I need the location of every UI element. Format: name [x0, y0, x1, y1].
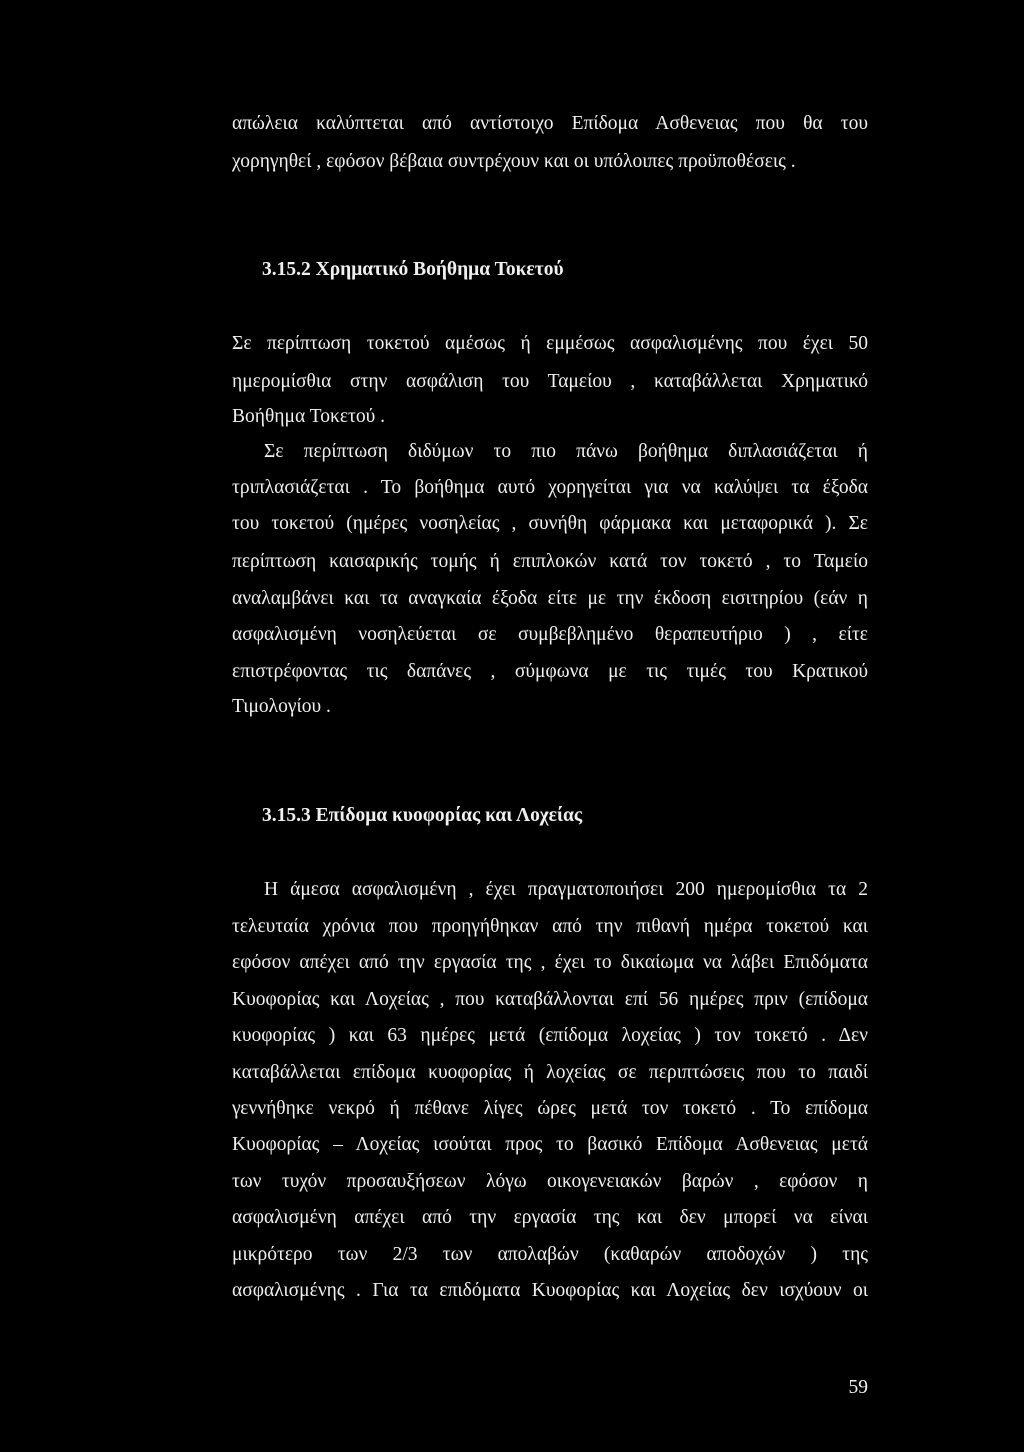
paragraph-line: κυοφορίας ) και 63 ημέρες μετά (επίδομα λοχείας ) τον τοκετό . Δεν [232, 1025, 868, 1046]
section-heading-3152: 3.15.2 Χρηματικό Βοήθημα Τοκετού [262, 259, 564, 280]
paragraph-line: μικρότερο των 2/3 των απολαβών (καθαρών αποδοχών ) της [232, 1244, 868, 1265]
paragraph-line: γεννήθηκε νεκρό ή πέθανε λίγες ώρες μετά τον τοκετό . Το επίδομα [232, 1098, 868, 1119]
paragraph-line: ασφαλισμένη νοσηλεύεται σε συμβεβλημένο θεραπευτήριο ) , είτε [232, 624, 868, 645]
paragraph-line: ημερομίσθια στην ασφάλιση του Ταμείου , καταβάλλεται Χρηματικό [232, 371, 868, 392]
paragraph-line: του τοκετού (ημέρες νοσηλείας , συνήθη φάρμακα και μεταφορικά ). Σε [232, 513, 868, 534]
paragraph-line: Σε περίπτωση διδύμων το πιο πάνω βοήθημα διπλασιάζεται ή [264, 441, 868, 462]
paragraph-line: τριπλασιάζεται . Το βοήθημα αυτό χορηγείται για να καλύψει τα έξοδα [232, 477, 868, 498]
paragraph-line: Τιμολογίου . [232, 696, 331, 717]
paragraph-line: Η άμεσα ασφαλισμένη , έχει πραγματοποιήσει 200 ημερομίσθια τα 2 [264, 879, 868, 900]
paragraph-line: περίπτωση καισαρικής τομής ή επιπλοκών κατά τον τοκετό , το Ταμείο [232, 551, 868, 572]
paragraph-line: Βοήθημα Τοκετού . [232, 406, 386, 427]
intro-line-2: χορηγηθεί , εφόσον βέβαια συντρέχουν και οι υπόλοιπες προϋποθέσεις . [232, 151, 796, 172]
paragraph-line: των τυχόν προσαυξήσεων λόγω οικογενειακών βαρών , εφόσον η [232, 1171, 868, 1192]
paragraph-line: ασφαλισμένη απέχει από την εργασία της και δεν μπορεί να είναι [232, 1207, 868, 1228]
section-heading-3153: 3.15.3 Επίδομα κυοφορίας και Λοχείας [262, 805, 583, 826]
paragraph-line: καταβάλλεται επίδομα κυοφορίας ή λοχείας σε περιπτώσεις που το παιδί [232, 1062, 868, 1083]
paragraph-line: εφόσον απέχει από την εργασία της , έχει το δικαίωμα να λάβει Επιδόματα [232, 952, 868, 973]
paragraph-line: αναλαμβάνει και τα αναγκαία έξοδα είτε με την έκδοση εισιτηρίου (εάν η [232, 588, 868, 609]
paragraph-line: ασφαλισμένης . Για τα επιδόματα Κυοφορίας και Λοχείας δεν ισχύουν οι [232, 1280, 868, 1301]
page-number: 59 [848, 1377, 868, 1398]
paragraph-line: τελευταία χρόνια που προηγήθηκαν από την πιθανή ημέρα τοκετού και [232, 916, 868, 937]
paragraph-line: Κυοφορίας και Λοχείας , που καταβάλλονται επί 56 ημέρες πριν (επίδομα [232, 989, 868, 1010]
intro-line-1: απώλεια καλύπτεται από αντίστοιχο Επίδομα Ασθενειας που θα του [232, 113, 868, 134]
paragraph-line: Σε περίπτωση τοκετού αμέσως ή εμμέσως ασφαλισμένης που έχει 50 [232, 333, 868, 354]
paragraph-line: Κυοφορίας – Λοχείας ισούται προς το βασικό Επίδομα Ασθενειας μετά [232, 1134, 868, 1155]
paragraph-line: επιστρέφοντας τις δαπάνες , σύμφωνα με τις τιμές του Κρατικού [232, 661, 868, 682]
